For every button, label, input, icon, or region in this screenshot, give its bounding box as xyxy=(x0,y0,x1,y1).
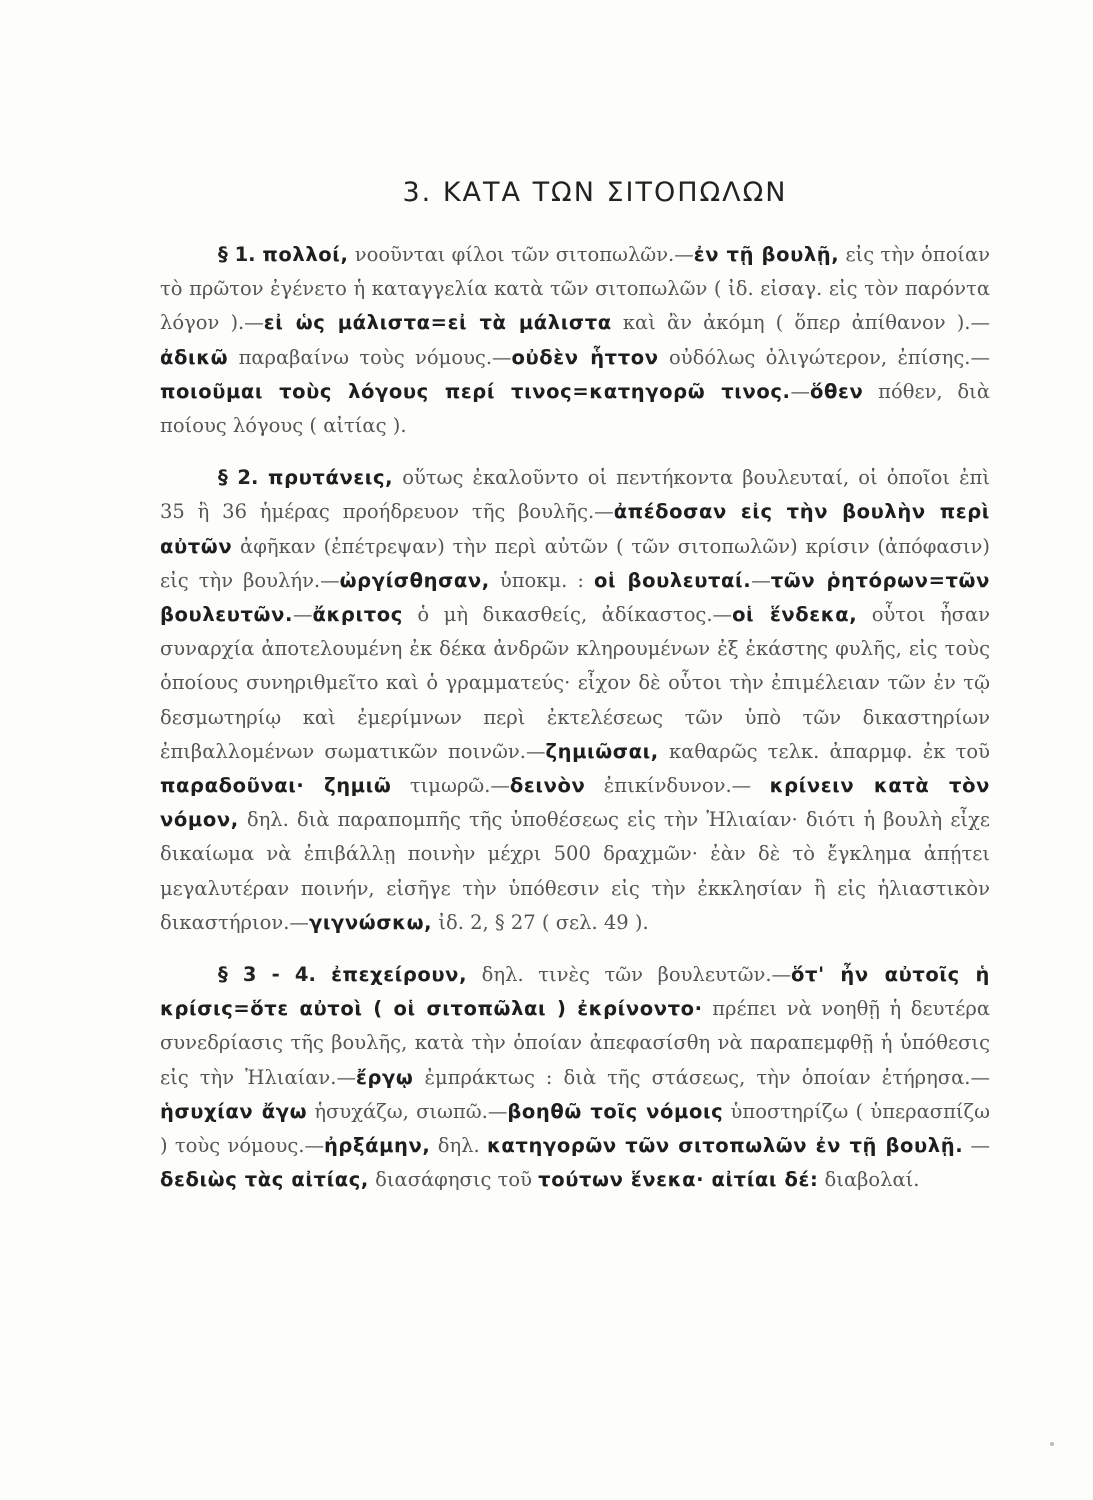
gloss-text: νοοῦνται φίλοι τῶν σιτοπωλῶν.— xyxy=(348,243,694,266)
lemma-term: ἐν τῇ βουλῇ, xyxy=(693,243,840,266)
lemma-term: ἄκριτος xyxy=(312,603,403,627)
gloss-text: καὶ ἂν ἀκόμη ( ὅπερ ἀπίθανον ).— xyxy=(611,311,990,335)
gloss-text: καθαρῶς τελκ. ἀπαρμφ. ἐκ τοῦ xyxy=(658,739,991,763)
lemma-term: κατηγορῶν τῶν σιτοπωλῶν ἐν τῇ βουλῇ. xyxy=(486,1134,964,1158)
paragraph-section-2 xyxy=(160,461,990,940)
lemma-term: ἐπεχείρουν, xyxy=(331,963,468,987)
gloss-text: διασάφησις τοῦ xyxy=(368,1168,539,1192)
page-title: 3. ΚΑΤΑ ΤΩΝ ΣΙΤΟΠΩΛΩΝ xyxy=(402,177,788,208)
document-page xyxy=(160,165,990,1215)
gloss-text: δηλ. xyxy=(430,1134,487,1158)
lemma-term: οἱ βουλευταί. xyxy=(594,568,752,592)
gloss-text: ἐπικίνδυνον.— xyxy=(585,774,770,798)
lemma-term: οὐδὲν ἧττον xyxy=(511,345,659,369)
lemma-term: κρίνειν κατὰ τὸν νόμον, xyxy=(160,774,990,832)
gloss-text: ἡσυχάζω, σιωπῶ.— xyxy=(307,1099,508,1123)
gloss-text: δηλ. τινὲς τῶν βουλευτῶν.— xyxy=(467,963,792,987)
lemma-term: ὅθεν xyxy=(810,379,864,403)
lemma-term: δεδιὼς τὰς αἰτίας, xyxy=(160,1168,369,1192)
lemma-term: γιγνώσκω, xyxy=(308,910,433,934)
gloss-text: διαβολαί. xyxy=(818,1168,920,1192)
lemma-term: εἰ ὡς μάλιστα=εἰ τὰ μάλιστα xyxy=(263,311,612,335)
section-number: § 3 - 4. xyxy=(218,963,332,987)
lemma-term: οἱ ἕνδεκα, xyxy=(732,603,858,627)
gloss-text: πρέπει νὰ νοηθῇ ἡ δευτέρα συνεδρίασις τῆς βουλῆς, κατὰ τὴν ὁποίαν ἀπεφασίσθη νὰ παραπεμφθῇ ἡ ὑπόθεσις εἰς τὴν Ἡλιαίαν.— xyxy=(160,997,990,1089)
gloss-text: ἀφῆκαν (ἐπέτρεψαν) τὴν περὶ αὐτῶν ( τῶν σιτοπωλῶν) κρίσιν (ἀπόφασιν) εἰς τὴν βουλήν.— xyxy=(160,534,990,592)
lemma-term: βοηθῶ τοῖς νόμοις xyxy=(507,1099,724,1123)
lemma-term: πρυτάνεις, xyxy=(268,466,394,490)
lemma-term: ἠρξάμην, xyxy=(323,1134,431,1158)
gloss-text: τιμωρῶ.— xyxy=(391,774,510,798)
gloss-text: οὕτως ἐκαλοῦντο οἱ πεντήκοντα βουλευταί, οἱ ὁποῖοι ἐπὶ 35 ἢ 36 ἡμέρας προήδρευον τῆς βουλῆς.— xyxy=(160,466,991,524)
paragraph-section-3 xyxy=(160,958,990,1197)
gloss-text: ἰδ. 2, § 27 ( σελ. 49 ). xyxy=(432,910,649,934)
gloss-text: πόθεν, διὰ ποίους λόγους ( αἰτίας ). xyxy=(160,379,990,438)
gloss-text: — xyxy=(751,568,771,592)
commentary-body xyxy=(160,238,990,1197)
gloss-text: — xyxy=(292,603,313,627)
gloss-text: παραβαίνω τοὺς νόμους.— xyxy=(228,345,512,369)
gloss-text: ὁ μὴ δικασθείς, ἀδίκαστος.— xyxy=(402,603,733,627)
lemma-term: τῶν ῥητόρων=τῶν βουλευτῶν. xyxy=(160,568,990,627)
paragraph-section-1 xyxy=(160,238,990,443)
lemma-term: ἀδικῶ xyxy=(160,345,229,369)
scan-speck xyxy=(1050,1442,1054,1446)
lemma-term: πολλοί, xyxy=(262,243,349,266)
lemma-term: ἡσυχίαν ἄγω xyxy=(160,1099,308,1123)
lemma-term: ἔργῳ xyxy=(355,1065,414,1089)
lemma-term: ἀπέδοσαν εἰς τὴν βουλὴν περὶ αὐτῶν xyxy=(160,500,990,558)
gloss-text: ἐμπράκτως : διὰ τῆς στάσεως, τὴν ὁποίαν ἐτήρησα.— xyxy=(413,1065,990,1089)
section-number: § 1. xyxy=(218,243,263,266)
gloss-text: οὐδόλως ὀλιγώτερον, ἐπίσης.— xyxy=(658,345,990,369)
gloss-text: ὑποστηρίζω ( ὑπερασπίζω ) τοὺς νόμους.— xyxy=(160,1099,991,1158)
lemma-term: παραδοῦναι· ζημιῶ xyxy=(160,774,392,798)
gloss-text: — xyxy=(790,379,811,403)
lemma-term: ποιοῦμαι τοὺς λόγους περί τινος=κατηγορῶ τινος. xyxy=(160,379,791,403)
lemma-term: ζημιῶσαι, xyxy=(545,739,659,763)
lemma-term: τούτων ἕνεκα· αἰτίαι δέ: xyxy=(538,1168,819,1192)
gloss-text: εἰς τὴν ὁποίαν τὸ πρῶτον ἐγένετο ἡ καταγγελία κατὰ τῶν σιτοπωλῶν ( ἰδ. εἰσαγ. εἰς τὸν παρόντα λόγον ).— xyxy=(160,243,990,335)
gloss-text: — xyxy=(963,1134,990,1158)
section-number: § 2. xyxy=(218,466,269,490)
lemma-term: ὠργίσθησαν, xyxy=(339,568,490,592)
gloss-text: δηλ. διὰ παραπομπῆς τῆς ὑποθέσεως εἰς τὴν Ἡλιαίαν· διότι ἡ βουλὴ εἶχε δικαίωμα νὰ ἐπιβάλλῃ ποινὴν μέχρι 500 δραχμῶν· ἐὰν δὲ τὸ ἔγκλημα ἀπῄτει μεγαλυτέραν ποινήν, εἰσῆγε τὴν ὑπόθεσιν εἰς τὴν ἐκκλησίαν ἢ εἰς ἡλιαστικὸν δικαστήριον.— xyxy=(160,808,990,934)
lemma-term: ὅτ' ἦν αὐτοῖς ἡ κρίσις=ὅτε αὐτοὶ ( οἱ σιτοπῶλαι ) ἐκρίνοντο· xyxy=(160,963,990,1021)
lemma-term: δεινὸν xyxy=(509,774,586,798)
gloss-text: ὑποκμ. : xyxy=(489,568,595,592)
gloss-text: οὗτοι ἦσαν συναρχία ἀποτελουμένη ἐκ δέκα ἀνδρῶν κληρουμένων ἐξ ἑκάστης φυλῆς, εἰς τοὺς ὁποίους συνηριθμεῖτο καὶ ὁ γραμματεύς· εἶχον δὲ οὗτοι τὴν ἐπιμέλειαν τῶν ἐν τῷ δεσμωτηρίῳ καὶ ἐμερίμνων περὶ ἐκτελέσεως τῶν ὑπὸ τῶν δικαστηρίων ἐπιβαλλομένων σωματικῶν ποινῶν.— xyxy=(160,603,990,763)
